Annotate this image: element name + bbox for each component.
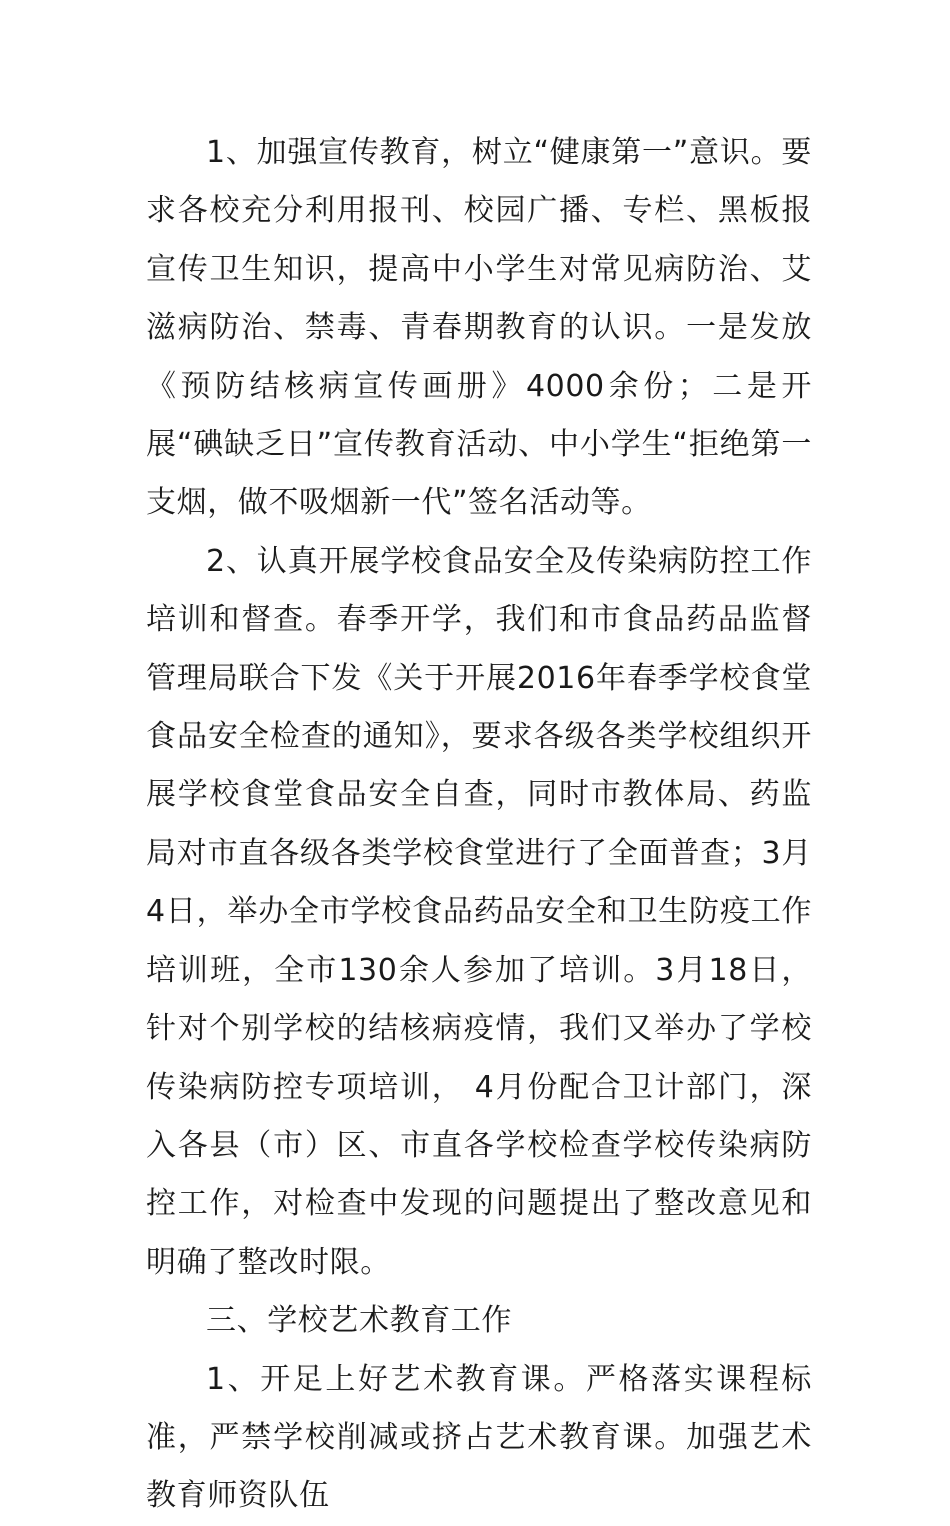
paragraph-art-courses: 1、开足上好艺术教育课。严格落实课程标准，严禁学校削减或挤占艺术教育课。加强艺术教育师资队伍 [146, 1361, 812, 1514]
paragraph-food-safety-training: 2、认真开展学校食品安全及传染病防控工作培训和督查。春季开学，我们和市食品药品监督管理局联合下发《关于开展2016年春季学校食堂食品安全检查的通知》，要求各级各类学校组织开展学校食堂食品安全自查，同时市教体局、药监局对市直各级各类学校食堂进行了全面普查；3月4日，举办全市学校食品药品安全和卫生防疫工作培训班，全市130余人参加了培训。3月18日，针对个别学校的结核病疫情，我们又举办了学校传染病防控专项培训， 4月份配合卫计部门，深入各县（市）区、市直各学校检查学校传染病防控工作，对检查中发现的问题提出了整改意见和明确了整改时限。 [146, 543, 812, 1280]
section-heading-art-education: 三、学校艺术教育工作 [206, 1303, 512, 1339]
paragraph-health-education: 1、加强宣传教育，树立“健康第一”意识。要求各校充分利用报刊、校园广播、专栏、黑板报宣传卫生知识，提高中小学生对常见病防治、艾滋病防治、禁毒、青春期教育的认识。一是发放《预防结核病宣传画册》4000余份；二是开展“碘缺乏日”宣传教育活动、中小学生“拒绝第一支烟，做不吸烟新一代”签名活动等。 [146, 135, 812, 521]
document-body [146, 124, 812, 1526]
